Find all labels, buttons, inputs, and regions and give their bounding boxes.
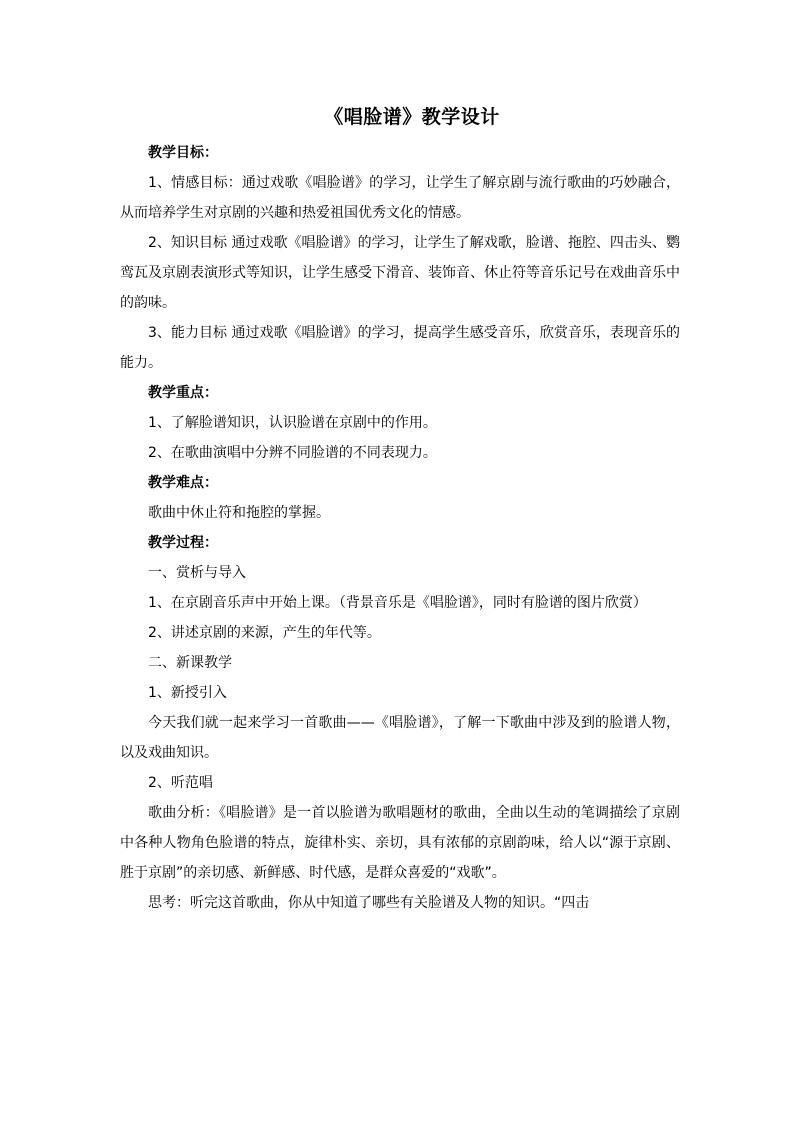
paragraph-step-1-1: 1、在京剧音乐声中开始上课。（背景音乐是《唱脸谱》，同时有脸谱的图片欣赏） (148, 595, 647, 611)
section-heading-objectives: 教学目标： (148, 145, 218, 161)
paragraph-thinking: 思考：听完这首歌曲，你从中知道了哪些有关脸谱及人物的知识。“四击 (148, 895, 590, 911)
paragraph-step-2-1: 1、新授引入 (148, 685, 227, 701)
paragraph-knowledge-goal: 2、知识目标 通过戏歌《唱脸谱》的学习，让学生了解戏歌，脸谱、拖腔、四击头、鹦鸾瓦及京剧表演形式等知识，让学生感受下滑音、装饰音、休止符等音乐记号在戏曲音乐中的韵味。 (120, 235, 680, 311)
paragraph-key-point-2: 2、在歌曲演唱中分辨不同脸谱的不同表现力。 (148, 445, 437, 461)
paragraph-step-appreciation: 一、赏析与导入 (148, 565, 246, 581)
document-body (120, 102, 680, 918)
paragraph-song-analysis: 歌曲分析：《唱脸谱》是一首以脸谱为歌唱题材的歌曲，全曲以生动的笔调描绘了京剧中各种人物角色脸谱的特点，旋律朴实、亲切，具有浓郁的京剧韵味，给人以“源于京剧、胜于京剧”的亲切感、新鲜感、时代感，是群众喜爱的“戏歌”。 (120, 805, 680, 881)
paragraph-step-new-lesson: 二、新课教学 (148, 655, 232, 671)
section-heading-difficulties: 教学难点： (148, 475, 218, 491)
paragraph-step-1-2: 2、讲述京剧的来源，产生的年代等。 (148, 625, 381, 641)
paragraph-ability-goal: 3、能力目标 通过戏歌《唱脸谱》的学习，提高学生感受音乐，欣赏音乐，表现音乐的能力。 (120, 325, 680, 371)
paragraph-key-point-1: 1、了解脸谱知识，认识脸谱在京剧中的作用。 (148, 415, 437, 431)
document-title: 《唱脸谱》教学设计 (324, 106, 500, 128)
paragraph-emotional-goal: 1、情感目标：通过戏歌《唱脸谱》的学习，让学生了解京剧与流行歌曲的巧妙融合，从而培养学生对京剧的兴趣和热爱祖国优秀文化的情感。 (120, 175, 680, 221)
section-heading-key-points: 教学重点： (148, 385, 218, 401)
paragraph-introduction: 今天我们就一起来学习一首歌曲——《唱脸谱》，了解一下歌曲中涉及到的脸谱人物，以及戏曲知识。 (120, 715, 680, 761)
paragraph-difficulty: 歌曲中休止符和拖腔的掌握。 (148, 505, 330, 521)
section-heading-process: 教学过程： (148, 535, 218, 551)
paragraph-step-2-2: 2、听范唱 (148, 775, 213, 791)
